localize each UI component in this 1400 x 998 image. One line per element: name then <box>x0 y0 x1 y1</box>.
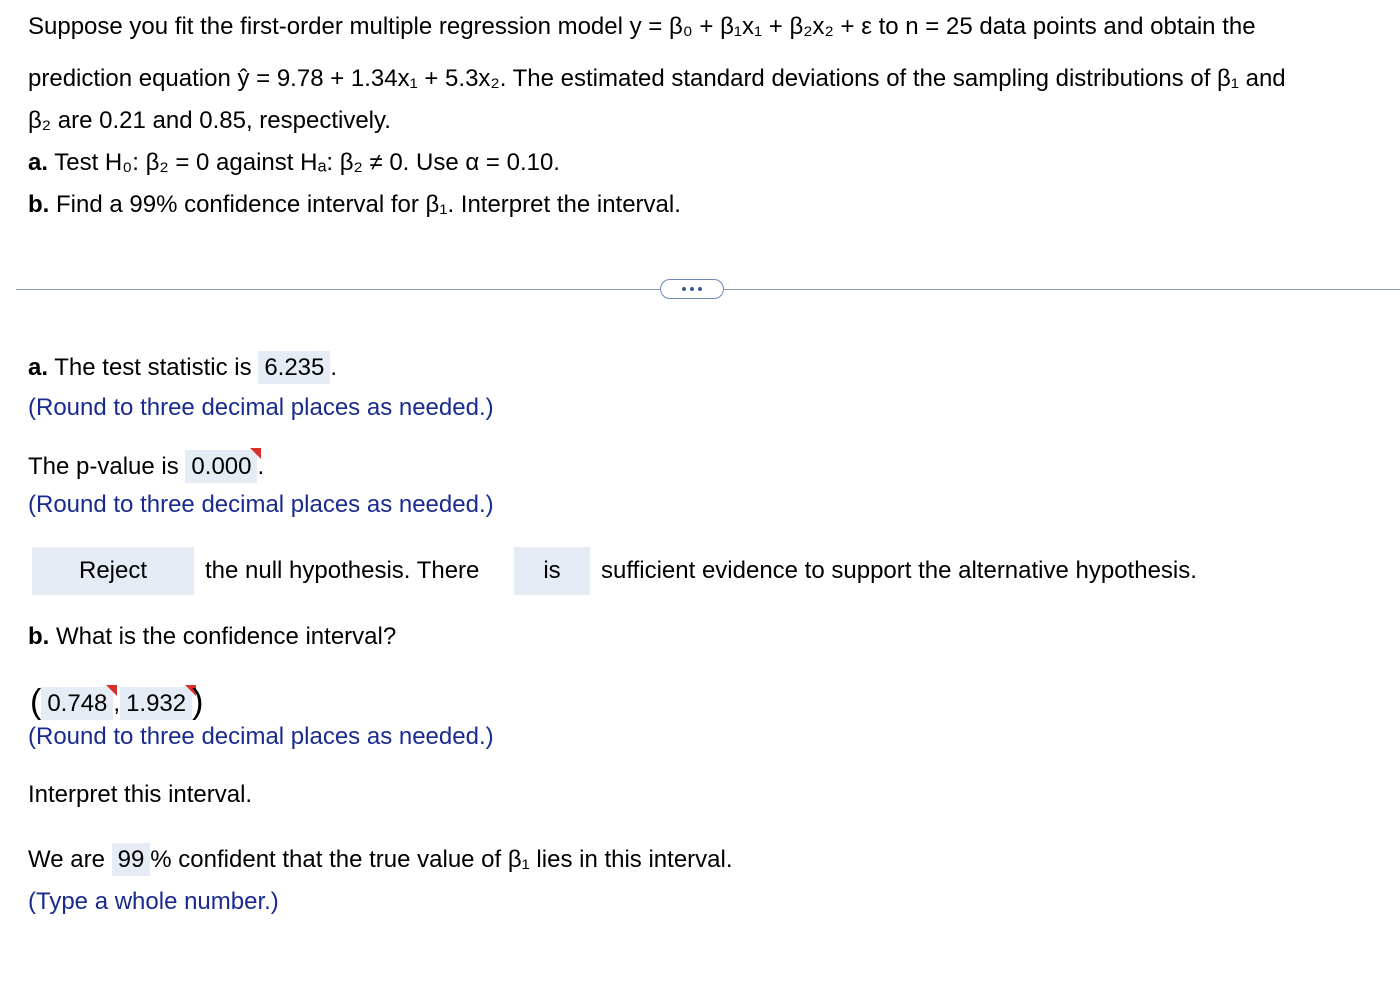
pvalue-row: The p-value is 0.000 . <box>28 452 264 482</box>
dot-icon <box>682 287 686 291</box>
dot-icon <box>698 287 702 291</box>
interpret-prompt: Interpret this interval. <box>28 781 253 808</box>
conclusion-end-text: sufficient evidence to support the alternative hypothesis. <box>601 557 1197 584</box>
answer-a-label: a. <box>28 354 49 381</box>
confidence-interval-row: ( 0.748 , 1.932 ) <box>30 683 204 721</box>
close-paren: ) <box>192 683 204 721</box>
confidence-prefix: We are <box>28 846 105 873</box>
ci-question: What is the confidence interval? <box>56 623 397 650</box>
question-line-1: Suppose you fit the first-order multiple regression model y = β₀ + β₁x₁ + β₂x₂ + ε to n = 25 data points and obtain the <box>28 13 1256 40</box>
conclusion-mid-text: the null hypothesis. There <box>205 557 480 584</box>
round-hint-3: (Round to three decimal places as needed.) <box>28 723 494 750</box>
part-a-text: Test H₀: β₂ = 0 against Hₐ: β₂ ≠ 0. Use α = 0.10. <box>54 149 560 176</box>
pvalue-prefix: The p-value is <box>28 453 179 480</box>
answer-b-label: b. <box>28 623 50 650</box>
whole-number-hint: (Type a whole number.) <box>28 888 279 915</box>
round-hint-2: (Round to three decimal places as needed.) <box>28 491 494 518</box>
pvalue-answer[interactable]: 0.000 <box>185 450 257 483</box>
dot-icon <box>690 287 694 291</box>
confidence-statement-row <box>28 845 733 875</box>
test-statistic-row: a. The test statistic is 6.235 . <box>28 353 337 383</box>
ci-upper-answer[interactable]: 1.932 <box>120 687 192 720</box>
ci-lower-answer[interactable]: 0.748 <box>41 687 113 720</box>
test-stat-answer[interactable]: 6.235 <box>258 351 330 384</box>
part-b-text: Find a 99% confidence interval for β₁. Interpret the interval. <box>56 191 681 218</box>
test-stat-prefix: The test statistic is <box>54 354 252 381</box>
confidence-suffix: % confident that the true value of β₁ lies in this interval. <box>150 846 733 873</box>
question-line-2: prediction equation ŷ = 9.78 + 1.34x₁ + 5.3x₂. The estimated standard deviations of the sampling distributions of β₁ and <box>28 65 1286 92</box>
ci-question-row <box>28 622 396 652</box>
part-a-label: a. <box>28 149 49 176</box>
confidence-level-answer[interactable]: 99 <box>112 843 151 876</box>
open-paren: ( <box>30 683 42 721</box>
round-hint-1: (Round to three decimal places as needed.) <box>28 394 494 421</box>
part-b-label: b. <box>28 191 50 218</box>
more-options-button[interactable] <box>660 279 724 299</box>
evidence-select[interactable]: is <box>514 547 590 595</box>
decision-select[interactable]: Reject <box>32 547 194 595</box>
question-line-3: β₂ are 0.21 and 0.85, respectively. <box>28 107 391 134</box>
question-part-b <box>28 190 681 220</box>
question-part-a <box>28 148 560 178</box>
